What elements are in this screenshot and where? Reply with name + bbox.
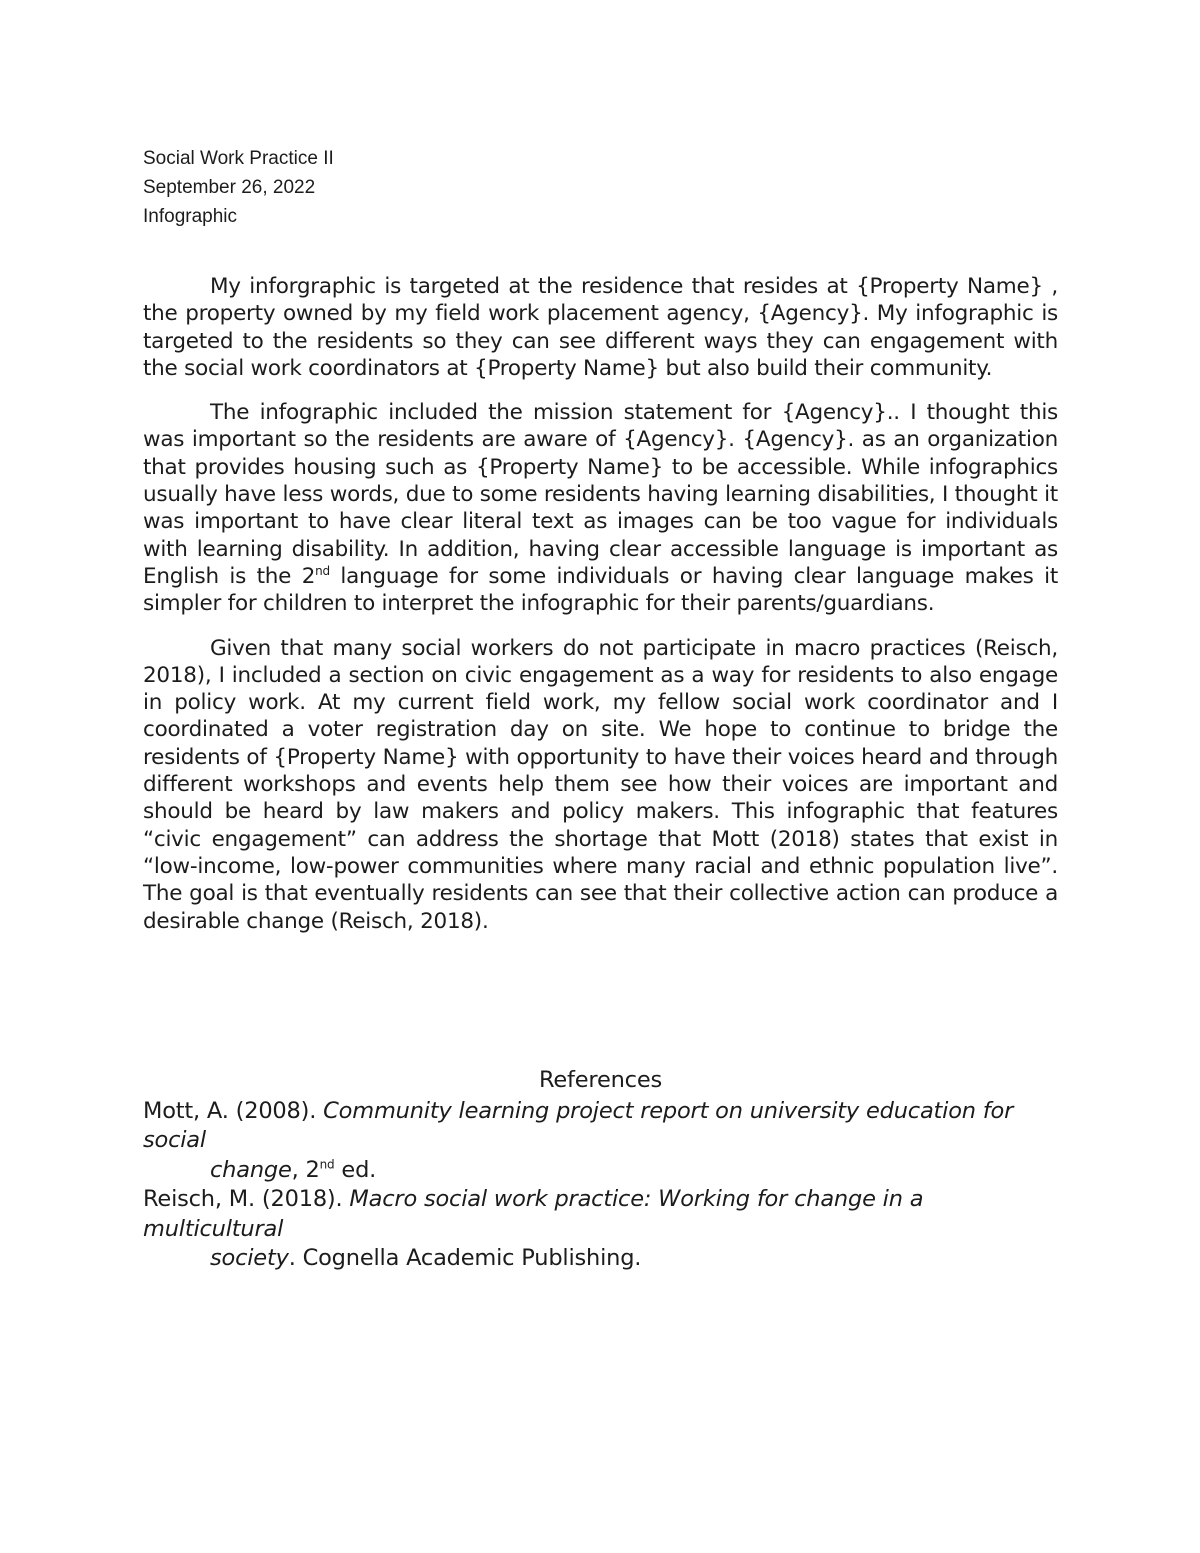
reference-reisch-title: Macro social work practice: Working for change in a multicultural — [143, 1186, 924, 1242]
reference-mott-title: Community learning project report on university education for social — [143, 1097, 1014, 1153]
course-name: Social Work Practice II — [143, 148, 334, 169]
paragraph-2-text-b: language for some individuals or having clear language makes it simpler for children to interpret the infographic for their parents/guardians. — [143, 563, 1059, 617]
reference-mott-title-end: change — [210, 1156, 292, 1183]
reference-mott-author: Mott, A. (2008). — [143, 1097, 324, 1124]
reference-reisch-title-end: society — [210, 1245, 289, 1271]
reference-mott-edition: , 2 — [291, 1156, 320, 1183]
reference-reisch — [143, 1185, 1058, 1274]
reference-mott-ordinal: nd — [319, 1157, 335, 1171]
reference-reisch-author: Reisch, M. (2018). — [143, 1186, 350, 1212]
references-section — [143, 1066, 1058, 1274]
reference-reisch-publisher: . Cognella Academic Publishing. — [288, 1245, 642, 1271]
reference-mott — [143, 1097, 1058, 1186]
ordinal-superscript: nd — [315, 563, 330, 578]
document-date: September 26, 2022 — [143, 177, 316, 198]
document-header — [143, 144, 334, 231]
paragraph-1: My inforgraphic is targeted at the residence that resides at {Property Name} , the property owned by my field work placement agency, {Agency}. My infographic is targeted to the residents so they can see different ways they can engagement with the social work coordinators at {Property Name} but also build their community. — [143, 274, 1058, 381]
paragraph-3: Given that many social workers do not participate in macro practices (Reisch, 2018), I included a section on civic engagement as a way for residents to also engage in policy work. At my current field work, my fellow social work coordinator and I coordinated a voter registration day on site. We hope to continue to bridge the residents of {Property Name} with opportunity to have their voices heard and through different workshops and events help them see how their voices are important and should be heard by law makers and policy makers. This infographic that features “civic engagement” can address the shortage that Mott (2018) states that exist in “low-income, low-power communities where many racial and ethnic population live”. The goal is that eventually residents can see that their collective action can produce a desirable change (Reisch, 2018). — [143, 635, 1058, 934]
document-body — [143, 273, 1058, 935]
reference-mott-continuation — [143, 1156, 1058, 1186]
reference-mott-edition-end: ed. — [334, 1156, 377, 1183]
paragraph-2-text-a: The infographic included the mission statement for {Agency}.. I thought this was important so the residents are aware of {Agency}. {Agency}. as an organization that provides housing such as {Property Name} to be accessible. While infographics usually have less words, due to some residents having learning disabilities, I thought it was important to have clear literal text as images can be too vague for individuals with learning disability. In addition, having clear accessible language is important as English is the 2 — [143, 400, 1058, 589]
reference-reisch-continuation — [143, 1244, 1058, 1274]
references-heading: References — [538, 1067, 663, 1093]
assignment-title: Infographic — [143, 206, 238, 227]
paragraph-2 — [143, 399, 1058, 617]
